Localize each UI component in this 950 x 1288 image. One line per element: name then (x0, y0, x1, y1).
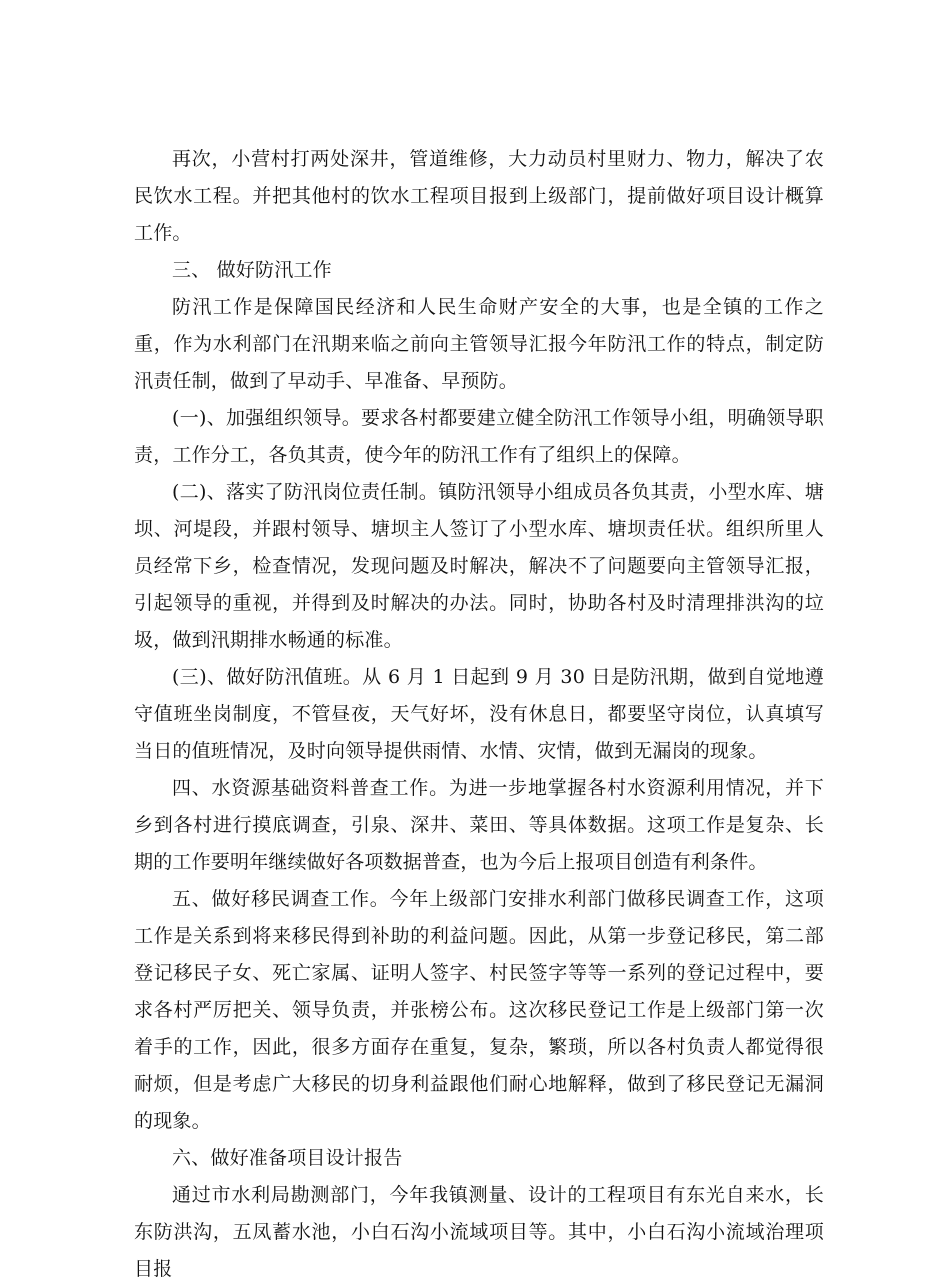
paragraph-water-resources-survey: 四、水资源基础资料普查工作。为进一步地掌握各村水资源利用情况，并下乡到各村进行摸底调查，引泉、深井、菜田、等具体数据。这项工作是复杂、长期的工作要明年继续做好各项数据普查，也为今后上报项目创造有利条件。 (134, 777, 824, 873)
paragraph-migrant-survey: 五、做好移民调查工作。今年上级部门安排水利部门做移民调查工作，这项工作是关系到将来移民得到补助的利益问题。因此，从第一步登记移民，第二部登记移民子女、死亡家属、证明人签字、村民签字等等一系列的登记过程中，要求各村严厉把关、领导负责，并张榜公布。这次移民登记工作是上级部门第一次着手的工作，因此，很多方面存在重复，复杂，繁琐，所以各村负责人都觉得很耐烦，但是考虑广大移民的切身利益跟他们耐心地解释，做到了移民登记无漏洞的现象。 (134, 888, 824, 1132)
paragraph-drinking-water: 再次，小营村打两处深井，管道维修，大力动员村里财力、物力，解决了农民饮水工程。并把其他村的饮水工程项目报到上级部门，提前做好项目设计概算工作。 (134, 148, 824, 244)
heading-project-design: 六、做好准备项目设计报告 (172, 1147, 403, 1169)
heading-flood-control: 三、 做好防汛工作 (172, 259, 332, 281)
paragraph-project-list: 通过市水利局勘测部门，今年我镇测量、设计的工程项目有东光自来水，长东防洪沟，五凤蓄水池，小白石沟小流域项目等。其中，小白石沟小流域治理项目报 (134, 1184, 824, 1280)
paragraph-flood-intro: 防汛工作是保障国民经济和人民生命财产安全的大事，也是全镇的工作之重，作为水利部门在汛期来临之前向主管领导汇报今年防汛工作的特点，制定防汛责任制，做到了早动手、早准备、早预防。 (134, 296, 824, 392)
paragraph-duty-shifts: (三)、做好防汛值班。从 6 月 1 日起到 9 月 30 日是防汛期，做到自觉地遵守值班坐岗制度，不管昼夜，天气好坏，没有休息日，都要坚守岗位，认真填写当日的值班情况，及时向领导提供雨情、水情、灾情，做到无漏岗的现象。 (134, 666, 824, 762)
document-body (134, 141, 824, 1288)
paragraph-organization-leadership: (一)、加强组织领导。要求各村都要建立健全防汛工作领导小组，明确领导职责，工作分工，各负其责，使今年的防汛工作有了组织上的保障。 (134, 407, 824, 466)
paragraph-responsibility-system: (二)、落实了防汛岗位责任制。镇防汛领导小组成员各负其责，小型水库、塘坝、河堤段，并跟村领导、塘坝主人签订了小型水库、塘坝责任状。组织所里人员经常下乡，检查情况，发现问题及时解决，解决不了问题要向主管领导汇报，引起领导的重视，并得到及时解决的办法。同时，协助各村及时清理排洪沟的垃圾，做到汛期排水畅通的标准。 (134, 481, 824, 651)
